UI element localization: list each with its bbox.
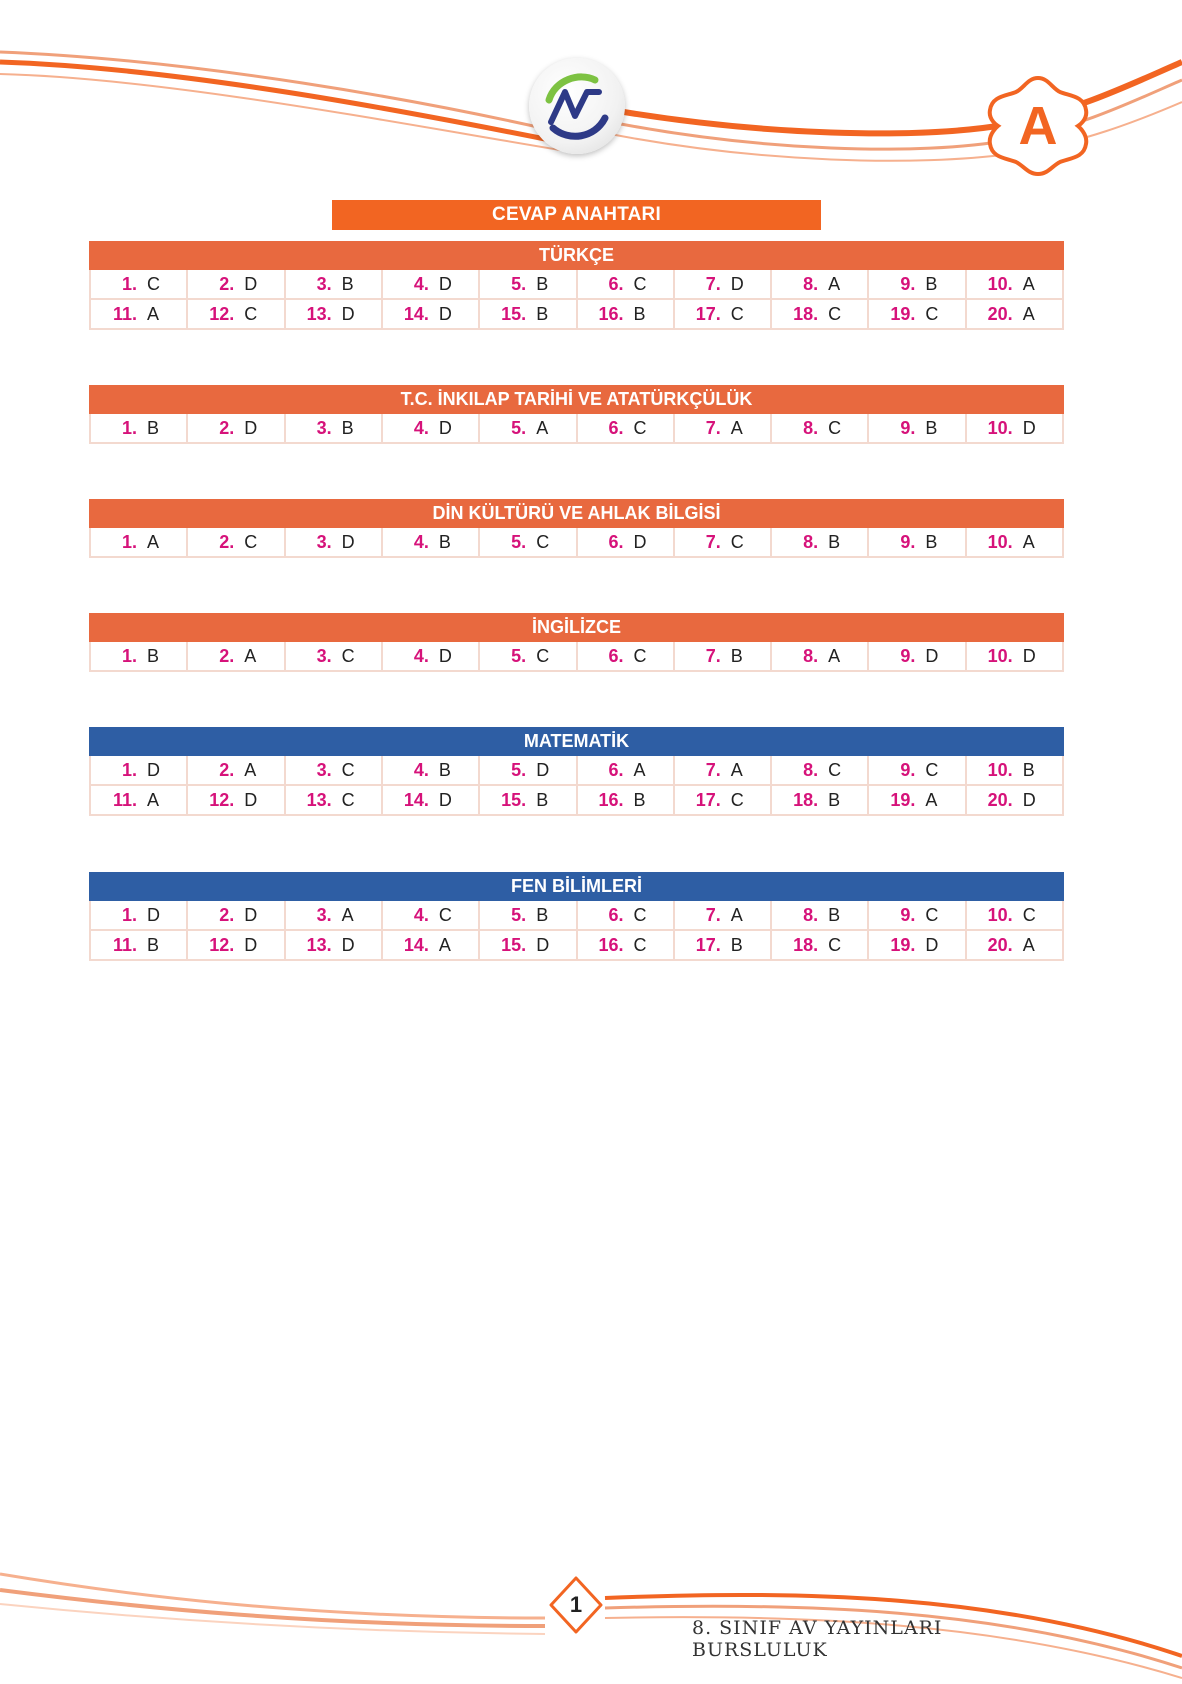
question-number: 2.: [219, 645, 235, 666]
answer-cell: [578, 270, 675, 300]
answer-cell: [675, 270, 772, 300]
answer-cell: [480, 414, 577, 444]
question-number: 9.: [900, 759, 916, 780]
answer-cell: [578, 300, 675, 330]
question-number: 11.: [112, 303, 137, 324]
answer-letter: B: [536, 904, 549, 925]
answer-letter: B: [536, 789, 549, 810]
answer-cell: [480, 270, 577, 300]
question-number: 1.: [121, 417, 137, 438]
answer-letter: B: [147, 645, 160, 666]
answer-letter: C: [536, 531, 550, 552]
answer-letter: C: [828, 303, 842, 324]
answer-letter: D: [925, 645, 939, 666]
answer-cell: [578, 901, 675, 931]
question-number: 13.: [306, 934, 332, 955]
answer-cell: [480, 901, 577, 931]
answer-letter: C: [730, 531, 744, 552]
question-number: 18.: [793, 303, 819, 324]
answer-letter: D: [341, 531, 355, 552]
question-number: 18.: [793, 789, 819, 810]
answer-letter: B: [828, 789, 841, 810]
answer-letter: C: [633, 645, 647, 666]
answer-letter: C: [925, 759, 939, 780]
answer-letter: C: [633, 417, 647, 438]
answer-section: [89, 872, 1064, 961]
answer-letter: D: [147, 904, 160, 925]
question-number: 9.: [900, 531, 916, 552]
answer-letter: D: [244, 934, 258, 955]
answer-letter: B: [828, 904, 841, 925]
question-number: 2.: [219, 531, 235, 552]
logo-mark-icon: [529, 58, 625, 154]
question-number: 17.: [695, 789, 721, 810]
answer-letter: C: [925, 303, 939, 324]
question-number: 7.: [705, 531, 721, 552]
question-number: 15.: [501, 934, 527, 955]
answer-letter: A: [438, 934, 451, 955]
answer-section: [89, 385, 1064, 444]
answer-letter: D: [1022, 417, 1036, 438]
question-number: 5.: [511, 531, 527, 552]
answer-cell: [869, 642, 966, 672]
answer-letter: B: [536, 273, 549, 294]
question-number: 19.: [890, 789, 916, 810]
answer-cell: [383, 901, 480, 931]
question-number: 5.: [511, 645, 527, 666]
answer-letter: D: [438, 645, 452, 666]
answer-cell: [675, 414, 772, 444]
answer-cell: [675, 642, 772, 672]
question-number: 8.: [803, 273, 819, 294]
answer-letter: B: [730, 934, 743, 955]
answer-cell: [967, 300, 1064, 330]
answer-cell: [967, 756, 1064, 786]
question-number: 20.: [987, 934, 1013, 955]
answer-letter: D: [438, 273, 452, 294]
answer-letter: A: [730, 904, 743, 925]
question-number: 7.: [705, 417, 721, 438]
answer-letter: D: [1022, 789, 1036, 810]
question-number: 7.: [705, 759, 721, 780]
answer-letter: C: [536, 645, 550, 666]
question-number: 20.: [987, 789, 1013, 810]
question-number: 14.: [403, 303, 429, 324]
answer-cell: [967, 642, 1064, 672]
answer-letter: A: [828, 645, 841, 666]
answer-grid: [89, 901, 1064, 961]
question-number: 4.: [413, 904, 429, 925]
answer-cell: [480, 642, 577, 672]
question-number: 15.: [501, 303, 527, 324]
answer-cell: [675, 786, 772, 816]
question-number: 1.: [121, 273, 137, 294]
question-number: 16.: [598, 303, 624, 324]
answer-cell: [480, 756, 577, 786]
answer-letter: D: [438, 417, 452, 438]
answer-cell: [383, 931, 480, 961]
answer-cell: [772, 931, 869, 961]
question-number: 17.: [695, 303, 721, 324]
question-number: 20.: [987, 303, 1013, 324]
answer-letter: A: [1022, 273, 1035, 294]
answer-cell: [772, 642, 869, 672]
answer-cell: [869, 786, 966, 816]
answer-cell: [869, 528, 966, 558]
answer-letter: B: [147, 934, 160, 955]
question-number: 9.: [900, 417, 916, 438]
answer-letter: B: [1022, 759, 1035, 780]
answer-letter: D: [341, 934, 355, 955]
answer-letter: B: [536, 303, 549, 324]
question-number: 11.: [112, 934, 137, 955]
answer-letter: D: [147, 759, 160, 780]
question-number: 10.: [987, 531, 1013, 552]
answer-cell: [675, 901, 772, 931]
question-number: 16.: [598, 789, 624, 810]
question-number: 13.: [306, 303, 332, 324]
question-number: 6.: [608, 531, 624, 552]
question-number: 5.: [511, 273, 527, 294]
question-number: 13.: [306, 789, 332, 810]
answer-grid: [89, 528, 1064, 558]
question-number: 4.: [413, 645, 429, 666]
answer-cell: [188, 300, 285, 330]
question-number: 8.: [803, 531, 819, 552]
question-number: 1.: [121, 904, 137, 925]
answer-cell: [286, 270, 383, 300]
answer-section: [89, 241, 1064, 330]
question-number: 8.: [803, 645, 819, 666]
answer-grid: [89, 756, 1064, 816]
question-number: 4.: [413, 417, 429, 438]
answer-cell: [383, 786, 480, 816]
answer-letter: C: [1022, 904, 1036, 925]
answer-letter: A: [730, 759, 743, 780]
question-number: 19.: [890, 303, 916, 324]
answer-letter: D: [536, 759, 550, 780]
answer-cell: [91, 931, 188, 961]
answer-cell: [869, 756, 966, 786]
question-number: 10.: [987, 759, 1013, 780]
answer-letter: B: [633, 303, 646, 324]
answer-cell: [772, 300, 869, 330]
question-number: 10.: [987, 904, 1013, 925]
question-number: 8.: [803, 759, 819, 780]
answer-key-title: CEVAP ANAHTARI: [332, 200, 821, 230]
question-number: 6.: [608, 273, 624, 294]
answer-cell: [286, 528, 383, 558]
question-number: 16.: [598, 934, 624, 955]
answer-cell: [91, 414, 188, 444]
question-number: 3.: [316, 273, 332, 294]
answer-cell: [188, 270, 285, 300]
answer-cell: [91, 528, 188, 558]
answer-cell: [578, 528, 675, 558]
answer-cell: [578, 786, 675, 816]
question-number: 9.: [900, 904, 916, 925]
answer-cell: [286, 414, 383, 444]
answer-letter: C: [341, 645, 355, 666]
question-number: 8.: [803, 904, 819, 925]
answer-section: [89, 727, 1064, 816]
question-number: 9.: [900, 273, 916, 294]
question-number: 3.: [316, 904, 332, 925]
answer-cell: [675, 931, 772, 961]
answer-cell: [869, 270, 966, 300]
answer-cell: [188, 901, 285, 931]
answer-letter: C: [244, 303, 258, 324]
question-number: 14.: [403, 789, 429, 810]
answer-cell: [967, 528, 1064, 558]
answer-cell: [91, 786, 188, 816]
answer-letter: B: [438, 759, 451, 780]
question-number: 5.: [511, 759, 527, 780]
answer-section: [89, 613, 1064, 672]
section-title: DİN KÜLTÜRÜ VE AHLAK BİLGİSİ: [89, 499, 1064, 528]
booklet-letter: A: [1018, 96, 1058, 156]
question-number: 6.: [608, 645, 624, 666]
answer-letter: C: [828, 934, 842, 955]
answer-cell: [772, 786, 869, 816]
answer-cell: [772, 270, 869, 300]
answer-cell: [772, 901, 869, 931]
answer-letter: B: [438, 531, 451, 552]
answer-letter: D: [244, 273, 258, 294]
question-number: 7.: [705, 273, 721, 294]
answer-cell: [578, 756, 675, 786]
answer-letter: A: [244, 759, 257, 780]
question-number: 4.: [413, 531, 429, 552]
question-number: 2.: [219, 904, 235, 925]
answer-letter: C: [633, 273, 647, 294]
answer-letter: A: [147, 789, 160, 810]
answer-letter: C: [244, 531, 258, 552]
answer-cell: [578, 931, 675, 961]
answer-cell: [91, 901, 188, 931]
answer-letter: D: [536, 934, 550, 955]
answer-cell: [772, 414, 869, 444]
answer-letter: B: [341, 273, 354, 294]
answer-letter: D: [438, 789, 452, 810]
answer-cell: [578, 642, 675, 672]
answer-letter: C: [730, 303, 744, 324]
answer-letter: D: [438, 303, 452, 324]
answer-cell: [286, 300, 383, 330]
question-number: 1.: [121, 531, 137, 552]
answer-letter: A: [1022, 531, 1035, 552]
answer-letter: D: [244, 417, 258, 438]
answer-cell: [869, 901, 966, 931]
question-number: 6.: [608, 417, 624, 438]
question-number: 1.: [121, 645, 137, 666]
answer-letter: A: [147, 303, 160, 324]
answer-cell: [286, 642, 383, 672]
answer-grid: [89, 270, 1064, 330]
answer-letter: D: [244, 789, 258, 810]
answer-cell: [480, 528, 577, 558]
question-number: 10.: [987, 417, 1013, 438]
answer-cell: [286, 756, 383, 786]
question-number: 17.: [695, 934, 721, 955]
question-number: 18.: [793, 934, 819, 955]
answer-letter: C: [730, 789, 744, 810]
question-number: 5.: [511, 904, 527, 925]
answer-cell: [772, 756, 869, 786]
answer-cell: [480, 931, 577, 961]
answer-section: [89, 499, 1064, 558]
answer-cell: [91, 300, 188, 330]
answer-letter: B: [341, 417, 354, 438]
answer-letter: B: [925, 417, 938, 438]
section-title: FEN BİLİMLERİ: [89, 872, 1064, 901]
answer-cell: [675, 300, 772, 330]
question-number: 3.: [316, 759, 332, 780]
answer-letter: C: [438, 904, 452, 925]
answer-letter: C: [828, 759, 842, 780]
answer-cell: [188, 786, 285, 816]
answer-cell: [188, 931, 285, 961]
answer-cell: [967, 270, 1064, 300]
answer-letter: C: [341, 789, 355, 810]
answer-letter: B: [925, 273, 938, 294]
question-number: 12.: [209, 303, 235, 324]
answer-cell: [772, 528, 869, 558]
answer-cell: [383, 528, 480, 558]
answer-cell: [188, 528, 285, 558]
answer-cell: [91, 642, 188, 672]
answer-cell: [188, 414, 285, 444]
answer-letter: A: [1022, 934, 1035, 955]
answer-letter: A: [244, 645, 257, 666]
answer-cell: [286, 901, 383, 931]
answer-letter: A: [828, 273, 841, 294]
answer-cell: [188, 756, 285, 786]
answer-cell: [383, 642, 480, 672]
answer-cell: [967, 786, 1064, 816]
answer-cell: [286, 931, 383, 961]
answer-cell: [480, 300, 577, 330]
answer-letter: A: [536, 417, 549, 438]
answer-cell: [967, 414, 1064, 444]
answer-cell: [675, 756, 772, 786]
answer-cell: [286, 786, 383, 816]
question-number: 7.: [705, 904, 721, 925]
question-number: 2.: [219, 273, 235, 294]
answer-cell: [869, 931, 966, 961]
answer-cell: [383, 414, 480, 444]
publisher-footer-text: 8. SINIF AV YAYINLARI BURSLULUK: [692, 1617, 943, 1661]
section-title: İNGİLİZCE: [89, 613, 1064, 642]
answer-letter: D: [341, 303, 355, 324]
question-number: 3.: [316, 645, 332, 666]
answer-letter: A: [1022, 303, 1035, 324]
section-title: T.C. İNKILAP TARİHİ VE ATATÜRKÇÜLÜK: [89, 385, 1064, 414]
answer-cell: [869, 414, 966, 444]
answer-cell: [967, 901, 1064, 931]
question-number: 1.: [121, 759, 137, 780]
question-number: 4.: [413, 273, 429, 294]
answer-letter: A: [341, 904, 354, 925]
question-number: 3.: [316, 417, 332, 438]
question-number: 14.: [403, 934, 429, 955]
answer-letter: D: [244, 904, 258, 925]
answer-letter: C: [925, 904, 939, 925]
question-number: 9.: [900, 645, 916, 666]
answer-cell: [869, 300, 966, 330]
answer-cell: [675, 528, 772, 558]
question-number: 3.: [316, 531, 332, 552]
answer-letter: A: [730, 417, 743, 438]
answer-cell: [188, 642, 285, 672]
question-number: 2.: [219, 759, 235, 780]
answer-letter: C: [147, 273, 160, 294]
question-number: 6.: [608, 904, 624, 925]
answer-letter: D: [1022, 645, 1036, 666]
answer-cell: [383, 300, 480, 330]
answer-grid: [89, 642, 1064, 672]
answer-letter: B: [925, 531, 938, 552]
answer-letter: B: [633, 789, 646, 810]
question-number: 15.: [501, 789, 527, 810]
answer-cell: [383, 270, 480, 300]
question-number: 11.: [112, 789, 137, 810]
section-title: TÜRKÇE: [89, 241, 1064, 270]
answer-letter: A: [147, 531, 160, 552]
question-number: 12.: [209, 934, 235, 955]
answer-letter: D: [633, 531, 647, 552]
answer-letter: C: [633, 934, 647, 955]
answer-cell: [383, 756, 480, 786]
answer-letter: C: [341, 759, 355, 780]
publisher-logo: [529, 58, 625, 154]
page-number: 1: [569, 1592, 583, 1617]
question-number: 19.: [890, 934, 916, 955]
answer-letter: B: [730, 645, 743, 666]
answer-letter: C: [828, 417, 842, 438]
answer-cell: [578, 414, 675, 444]
answer-cell: [480, 786, 577, 816]
question-number: 5.: [511, 417, 527, 438]
question-number: 10.: [987, 273, 1013, 294]
question-number: 2.: [219, 417, 235, 438]
answer-letter: B: [828, 531, 841, 552]
question-number: 6.: [608, 759, 624, 780]
answer-letter: C: [633, 904, 647, 925]
answer-letter: A: [633, 759, 646, 780]
section-title: MATEMATİK: [89, 727, 1064, 756]
question-number: 4.: [413, 759, 429, 780]
answer-letter: D: [730, 273, 744, 294]
question-number: 7.: [705, 645, 721, 666]
question-number: 8.: [803, 417, 819, 438]
answer-letter: A: [925, 789, 938, 810]
answer-grid: [89, 414, 1064, 444]
answer-cell: [91, 270, 188, 300]
answer-cell: [91, 756, 188, 786]
answer-letter: D: [925, 934, 939, 955]
question-number: 12.: [209, 789, 235, 810]
question-number: 10.: [987, 645, 1013, 666]
answer-letter: B: [147, 417, 160, 438]
answer-cell: [967, 931, 1064, 961]
